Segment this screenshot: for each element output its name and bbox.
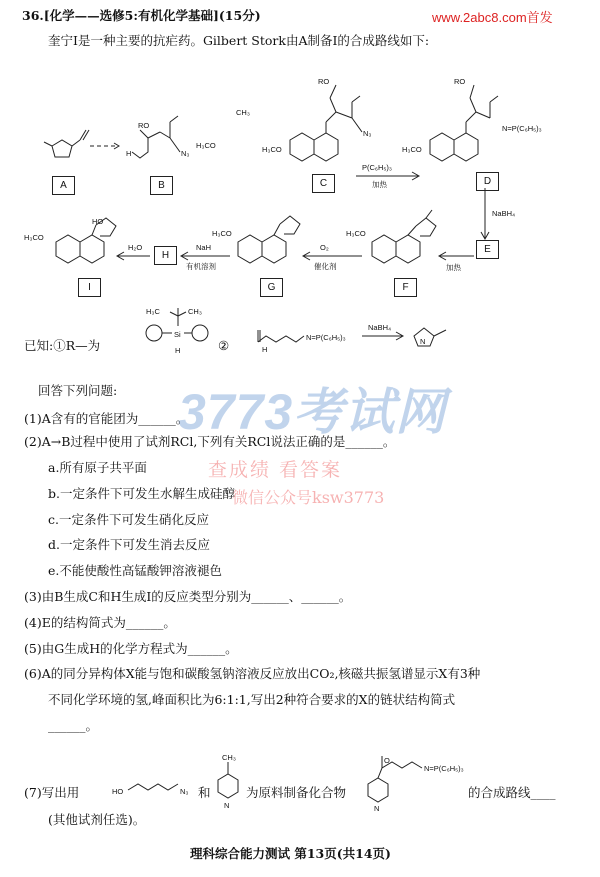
label-c: C	[312, 174, 335, 193]
d-methoxy: H₃CO	[402, 145, 422, 154]
d-phosphorane: N=P(C₆H₅)₃	[502, 124, 542, 133]
structure-c	[290, 85, 362, 161]
structure-g	[238, 216, 300, 263]
known-reagent: NaBH₄	[368, 323, 392, 332]
q7-n3: N₃	[180, 787, 189, 796]
question-6-line1: (6)A的同分异构体X能与饱和碳酸氢钠溶液反应放出CO₂,核磁共振氢谱显示X有3种	[24, 666, 481, 681]
known-si-h: H	[175, 346, 181, 355]
question-5: (5)由G生成H的化学方程式为______。	[24, 641, 238, 656]
b-ro: RO	[138, 121, 150, 130]
known-aldehyde-structure	[258, 330, 304, 342]
known-item2: ②	[218, 338, 230, 353]
label-f: F	[394, 278, 417, 297]
i-ho: HO	[92, 217, 104, 226]
q2-option-d: d.一定条件下可发生消去反应	[48, 537, 210, 552]
c-ro: RO	[318, 77, 330, 86]
reagent-f-g-top: O₂	[320, 243, 329, 252]
reagent-f-g-bottom: 催化剂	[314, 262, 337, 271]
q7-product-ring	[368, 778, 388, 802]
i-methoxy: H₃CO	[24, 233, 44, 242]
reagent-methoxy: H₃CO	[196, 141, 216, 150]
q7-ho: HO	[112, 787, 124, 796]
page-footer: 理科综合能力测试 第13页(共14页)	[190, 846, 391, 861]
known-phosphorane: N=P(C₆H₅)₃	[306, 333, 346, 342]
b-h: H	[126, 149, 132, 158]
c-n3: N₃	[363, 129, 372, 138]
intro-text: 奎宁I是一种主要的抗疟药。Gilbert Stork由A制备I的合成路线如下:	[48, 33, 430, 48]
question-7-part-a: (7)写出用	[24, 785, 80, 800]
question-6-line2: 不同化学环境的氢,峰面积比为6:1:1,写出2种符合要求的X的链状结构简式	[48, 692, 456, 707]
reagent-g-h-top: NaH	[196, 243, 212, 252]
g-methoxy: H₃CO	[212, 229, 232, 238]
known-h3c: H₃C	[146, 307, 160, 316]
q2-option-e: e.不能使酸性高锰酸钾溶液褪色	[48, 563, 222, 578]
q2-option-c: c.一定条件下可发生硝化反应	[48, 512, 209, 527]
label-a: A	[52, 176, 75, 195]
question-title: 36.[化学——选修5:有机化学基础](15分)	[22, 8, 261, 23]
b-n3: N₃	[181, 149, 190, 158]
site-watermark-url: www.2abc8.com首发	[432, 10, 553, 25]
question-7-part-c: 为原料制备化合物	[246, 785, 347, 800]
reagent-h-i: H₂O	[128, 243, 143, 252]
known-si: Si	[174, 330, 181, 339]
label-h: H	[154, 246, 177, 265]
question-1: (1)A含有的官能团为______。	[24, 411, 189, 426]
known-label: 已知:①R—为	[24, 338, 101, 353]
known-aldehyde-h: H	[262, 345, 268, 354]
known-ch3: CH₃	[188, 307, 202, 316]
reagent-ch3: CH₃	[236, 108, 250, 117]
question-7-part-d: 的合成路线____	[468, 785, 556, 800]
q7-pyridine-ring	[218, 774, 238, 798]
reagent-c-d-bottom: 加热	[372, 180, 387, 189]
question-4: (4)E的结构简式为______。	[24, 615, 176, 630]
question-7-part-b: 和	[198, 785, 211, 800]
structure-f	[372, 210, 436, 263]
reagent-g-h-bottom: 有机溶剂	[186, 262, 216, 271]
q7-product-o: O	[384, 756, 390, 765]
watermark-wechat: 微信公众号ksw3773	[232, 488, 385, 507]
reagent-d-e: NaBH₄	[492, 209, 516, 218]
question-3: (3)由B生成C和H生成I的反应类型分别为______、______。	[24, 589, 352, 604]
q2-option-b: b.一定条件下可发生水解生成硅醇	[48, 486, 235, 501]
q7-product-n: N	[374, 804, 380, 813]
structure-d	[430, 85, 498, 161]
c-methoxy: H₃CO	[262, 145, 282, 154]
question-2: (2)A→B过程中使用了试剂RCl,下列有关RCl说法正确的是______。	[24, 434, 396, 449]
q7-structures	[100, 754, 580, 814]
label-b: B	[150, 176, 173, 195]
synthesis-scheme	[0, 60, 600, 370]
q7-pyridine-n: N	[224, 801, 230, 810]
known-pyrrolidine-n: N	[420, 337, 426, 346]
watermark-slogan: 查成绩 看答案	[208, 459, 343, 481]
label-e: E	[476, 240, 499, 259]
label-i: I	[78, 278, 101, 297]
f-methoxy: H₃CO	[346, 229, 366, 238]
structure-i	[56, 218, 116, 263]
reagent-c-d-top: P(C₆H₅)₃	[362, 163, 392, 172]
watermark-brand: 3773考试网	[178, 384, 447, 440]
label-g: G	[260, 278, 283, 297]
q7-ch3: CH₃	[222, 754, 236, 762]
question-7-line2: (其他试剂任选)。	[48, 812, 146, 827]
question-6-line3: ______。	[48, 718, 99, 733]
reagent-e-f: 加热	[446, 263, 461, 272]
q2-option-a: a.所有原子共平面	[48, 460, 147, 475]
q7-product-phosphorane: N=P(C₆H₅)₃	[424, 764, 464, 773]
d-ro: RO	[454, 77, 466, 86]
questions-heading: 回答下列问题:	[38, 383, 118, 398]
structure-a	[44, 130, 89, 157]
label-d: D	[476, 172, 499, 191]
